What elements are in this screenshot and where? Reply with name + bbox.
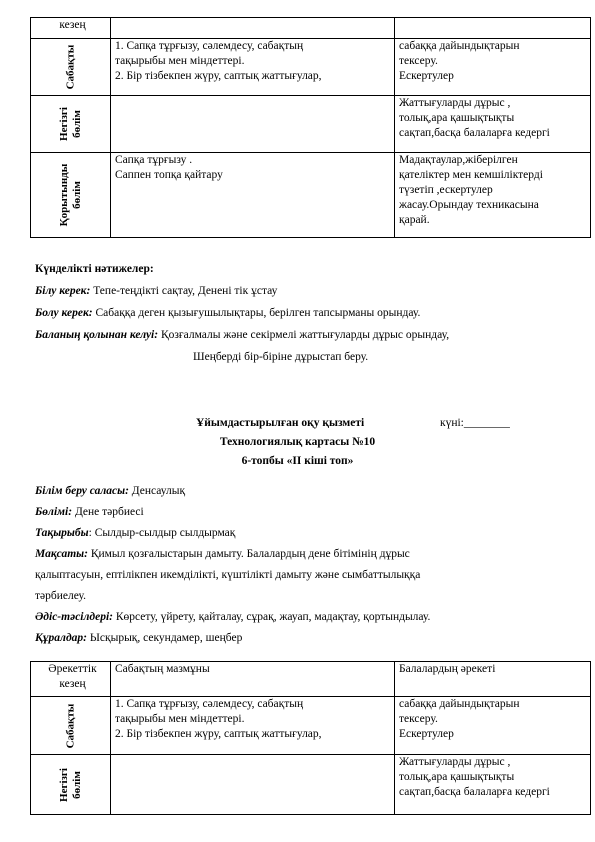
detail-line — [35, 586, 430, 607]
content-line: Сапқа тұрғызу . — [115, 154, 193, 166]
activity-title: Ұйымдастырылған оқу қызметі — [196, 417, 365, 429]
result-line — [35, 280, 449, 302]
detail-line — [35, 628, 430, 649]
result-label: Болу керек: — [35, 307, 93, 319]
result-continuation: Шеңберді бір-біріне дұрыстап беру. — [193, 351, 369, 363]
tech-card-title: Технологиялық картасы №10 — [219, 436, 376, 448]
stage-cell — [31, 96, 111, 153]
activity-cell — [395, 697, 591, 755]
detail-label: Құралдар: — [35, 632, 87, 644]
activity-line: Жаттығуларды дұрыс , — [399, 97, 511, 109]
stage-label: Қорытынды бөлім — [57, 163, 83, 227]
activity-line: тексеру. — [399, 55, 438, 67]
stage-cell — [31, 697, 111, 755]
bottom-lesson-table — [30, 661, 591, 815]
detail-line — [35, 481, 430, 502]
detail-text: : Сылдыр-сылдыр сылдырмақ — [88, 527, 236, 539]
content-line: 1. Сапқа тұрғызу, сәлемдесу, сабақтың — [115, 40, 304, 52]
result-text: Сабаққа деген қызығушылықтары, берілген тапсырманы орындау. — [92, 307, 421, 319]
content-cell — [111, 153, 395, 238]
content-line: тақырыбы мен міндеттері. — [115, 713, 245, 725]
document-header — [0, 414, 595, 471]
detail-label: Білім беру саласы: — [35, 485, 129, 497]
activity-line: Жаттығуларды дұрыс , — [399, 756, 511, 768]
detail-line — [35, 607, 430, 628]
result-text: Қозғалмалы және секірмелі жаттығуларды дұрыс орындау, — [158, 329, 450, 341]
activity-cell — [395, 153, 591, 238]
content-line: 2. Бір тізбекпен жүру, саптық жаттығулар, — [115, 728, 322, 740]
group-title: 6-топбы «ІІ кіші топ» — [241, 455, 354, 467]
lesson-details — [35, 481, 430, 649]
result-line — [35, 302, 449, 324]
date-field: күні:________ — [440, 417, 510, 429]
detail-line — [35, 502, 430, 523]
stage-label: Негізгі бөлім — [57, 767, 83, 802]
stage-label: Сабақты — [64, 44, 76, 90]
detail-line — [35, 565, 430, 586]
detail-line — [35, 544, 430, 565]
stage-cell — [31, 755, 111, 815]
content-cell — [111, 697, 395, 755]
detail-text: Қимыл қозғалыстарын дамыту. Балалардың дене бітімінің дұрыс — [87, 548, 410, 560]
detail-label: Әдіс-тәсілдері: — [35, 611, 113, 623]
detail-label: Мақсаты: — [35, 548, 88, 560]
content-cell — [111, 39, 395, 96]
activity-line: Мадақтаулар,жіберілген — [399, 154, 518, 166]
activity-line: сақтап,басқа балаларға кедергі — [399, 786, 550, 798]
activity-line: түзетіп ,ескертулер — [399, 184, 493, 196]
detail-label: Бөлімі: — [35, 506, 73, 518]
results-heading: Күнделікті нәтижелер: — [35, 263, 154, 275]
activity-line: тексеру. — [399, 713, 438, 725]
detail-text: Ысқырық, секундамер, шеңбер — [87, 632, 243, 644]
activity-line: жасау.Орындау техникасына — [399, 199, 539, 211]
result-label: Баланың қолынан келуі: — [35, 329, 159, 341]
stage-label: Сабақты — [64, 703, 76, 748]
activity-header-cell — [395, 18, 591, 39]
result-text: Тепе-теңдікті сақтау, Денені тік ұстау — [90, 285, 278, 297]
activity-line: толық,ара қашықтықты — [399, 771, 515, 783]
detail-text: Денсаулық — [128, 485, 186, 497]
content-line: 2. Бір тізбекпен жүру, саптық жаттығулар, — [115, 70, 322, 82]
activity-cell — [395, 755, 591, 815]
stage-cell — [31, 39, 111, 96]
detail-text: тәрбиелеу. — [35, 590, 87, 602]
activity-cell — [395, 39, 591, 96]
daily-results — [35, 258, 449, 368]
detail-text: Көрсету, үйрету, қайталау, сұрақ, жауап, мадақтау, қортындылау. — [112, 611, 431, 623]
activity-line: сабаққа дайындықтарын — [399, 40, 520, 52]
result-line — [35, 324, 449, 346]
activity-line: қателіктер мен кемшіліктерді — [399, 169, 543, 181]
content-line: 1. Сапқа тұрғызу, сәлемдесу, сабақтың — [115, 698, 304, 710]
detail-label: Тақырыбы — [35, 527, 89, 539]
stage-header-cell: Әрекеттік кезең — [31, 662, 111, 697]
activity-line: сақтап,басқа балаларға кедергі — [399, 127, 550, 139]
content-header-cell — [111, 18, 395, 39]
result-label: Білу керек: — [35, 285, 91, 297]
top-lesson-table — [30, 17, 591, 238]
content-cell — [111, 755, 395, 815]
header-line-1 — [0, 414, 595, 433]
activity-line: Ескертулер — [399, 70, 454, 82]
activity-line: толық,ара қашықтықты — [399, 112, 515, 124]
content-header-cell: Сабақтың мазмұны — [111, 662, 395, 697]
activity-cell — [395, 96, 591, 153]
detail-line — [35, 523, 430, 544]
content-cell — [111, 96, 395, 153]
activity-line: қарай. — [399, 214, 430, 226]
activity-line: Ескертулер — [399, 728, 454, 740]
content-line: Саппен топқа қайтару — [115, 169, 223, 181]
activity-header-cell: Балалардың әрекеті — [395, 662, 591, 697]
detail-text: қалыптасуын, ептілікпен икемділікті, күштілікті дамыту және сымбаттылыққа — [35, 569, 421, 581]
stage-header-cell: кезең — [31, 18, 111, 39]
content-line: тақырыбы мен міндеттері. — [115, 55, 245, 67]
stage-label: Негізгі бөлім — [57, 107, 83, 141]
activity-line: сабаққа дайындықтарын — [399, 698, 520, 710]
stage-cell — [31, 153, 111, 238]
detail-text: Дене тәрбиесі — [72, 506, 144, 518]
